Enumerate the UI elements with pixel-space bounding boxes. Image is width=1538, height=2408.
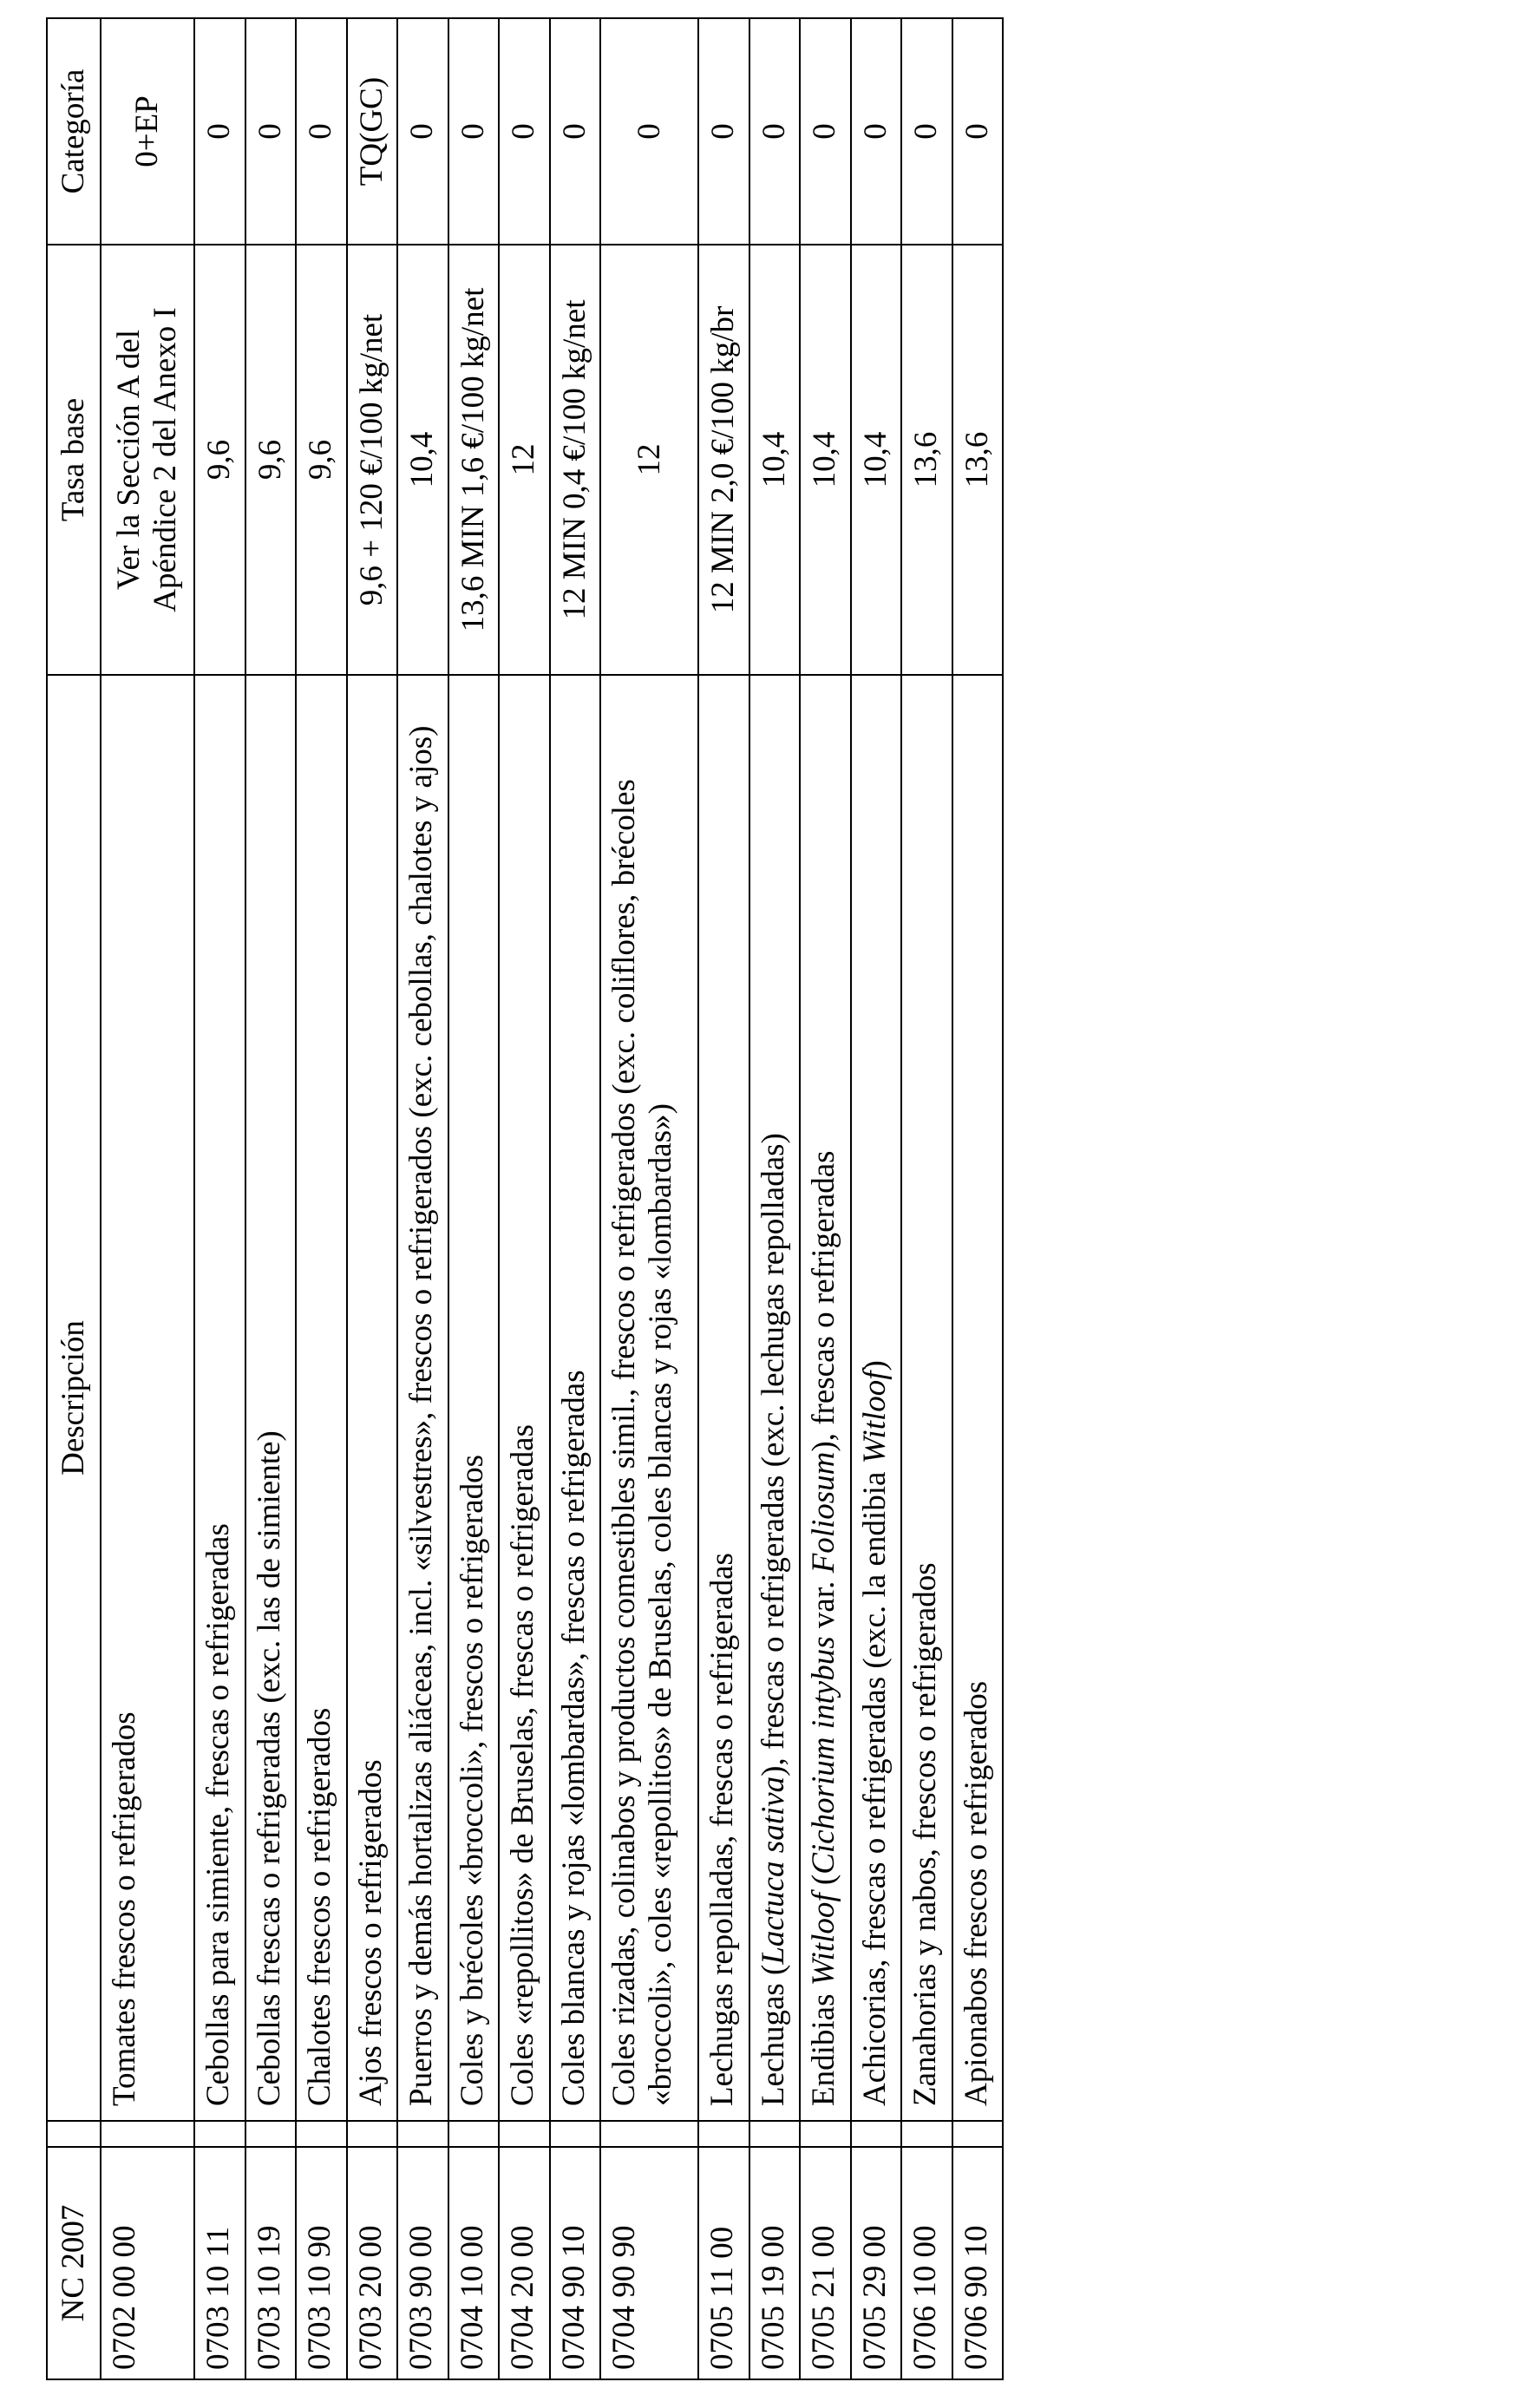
table-row: [600, 18, 698, 2379]
cell-nc: 0706 10 00: [901, 2147, 952, 2379]
cell-blank: [600, 2121, 698, 2147]
cell-categoria: 0: [901, 18, 952, 245]
cell-blank: [550, 2121, 601, 2147]
tariff-table: [46, 17, 1004, 2380]
description-text: Apionabos frescos o refrigerados: [958, 1680, 994, 2106]
cell-blank: [194, 2121, 245, 2147]
description-line: «broccoli», coles «repollitos» de Bruselas, coles blancas y rojas «lombardas»): [643, 1103, 678, 2106]
cell-blank: [499, 2121, 550, 2147]
table-row: [101, 18, 194, 2379]
cell-nc: 0703 10 90: [296, 2147, 347, 2379]
tasa-line: 10,4: [857, 431, 893, 488]
description-text: Lechugas (: [755, 1964, 791, 2106]
table-row: [851, 18, 902, 2379]
table-row: [296, 18, 347, 2379]
cell-nc: 0703 20 00: [347, 2147, 398, 2379]
description-text: Ajos frescos o refrigerados: [352, 1759, 389, 2106]
cell-categoria: 0: [749, 18, 801, 245]
description-text: Zanahorias y nabos, frescos o refrigerados: [907, 1562, 943, 2106]
rotated-table-container: [46, 19, 1002, 2380]
description-text: Cebollas frescas o refrigeradas (exc. las de simiente): [251, 1430, 287, 2106]
cell-nc: 0706 90 10: [952, 2147, 1004, 2379]
cell-nc: 0703 10 19: [245, 2147, 297, 2379]
cell-nc: 0703 90 00: [397, 2147, 448, 2379]
cell-nc: 0703 10 11: [194, 2147, 245, 2379]
cell-descripcion: [194, 675, 245, 2121]
cell-nc: 0705 11 00: [698, 2147, 749, 2379]
tasa-line: 9,6: [303, 439, 339, 481]
description-text: ), frescas o refrigeradas (exc. lechugas repolladas): [755, 1133, 791, 1777]
table-row: [800, 18, 851, 2379]
cell-blank: [800, 2121, 851, 2147]
table-row: [550, 18, 601, 2379]
description-text: Lechugas repolladas, frescas o refrigeradas: [704, 1553, 740, 2106]
description-italic-text: Foliosum: [806, 1451, 841, 1574]
cell-categoria: 0: [194, 18, 245, 245]
tasa-line: Ver la Sección A del: [111, 329, 147, 591]
cell-categoria: 0: [698, 18, 749, 245]
description-text: ), frescas o refrigeradas: [806, 1150, 841, 1452]
cell-descripcion: [550, 675, 601, 2121]
cell-categoria: 0: [600, 18, 698, 245]
description-italic-text: Witloof: [856, 1371, 893, 1464]
cell-tasa-base: [397, 245, 448, 675]
description-text: Puerros y demás hortalizas aliáceas, incl. «silvestres», frescos o refrigerados (exc. cebollas, chalotes y ajos): [403, 725, 439, 2106]
cell-categoria: TQ(GC): [347, 18, 398, 245]
table-row: [448, 18, 500, 2379]
tasa-line: 9,6: [201, 439, 238, 481]
table-row: [347, 18, 398, 2379]
cell-descripcion: [245, 675, 297, 2121]
cell-nc: 0704 90 10: [550, 2147, 601, 2379]
cell-categoria: 0: [499, 18, 550, 245]
cell-categoria: 0: [296, 18, 347, 245]
description-text: Cebollas para simiente, frescas o refrigeradas: [200, 1523, 236, 2106]
description-text: (: [806, 1874, 841, 1894]
cell-blank: [901, 2121, 952, 2147]
tasa-line: Apéndice 2 del Anexo I: [147, 307, 183, 612]
tasa-line: 10,4: [404, 431, 441, 488]
cell-blank: [952, 2121, 1004, 2147]
tasa-line: 12 MIN 0,4 €/100 kg/net: [556, 299, 592, 620]
cell-descripcion: [600, 675, 698, 2121]
table-row: [901, 18, 952, 2379]
cell-categoria: 0: [952, 18, 1004, 245]
tasa-line: 10,4: [807, 431, 843, 488]
cell-tasa-base: [499, 245, 550, 675]
cell-nc: 0704 20 00: [499, 2147, 550, 2379]
tasa-line: 13,6: [908, 431, 945, 488]
cell-tasa-base: [851, 245, 902, 675]
cell-nc: 0705 21 00: [800, 2147, 851, 2379]
header-categoria: Categoría: [47, 18, 101, 245]
cell-blank: [245, 2121, 297, 2147]
table-row: [698, 18, 749, 2379]
header-nc: NC 2007: [47, 2147, 101, 2379]
cell-blank: [397, 2121, 448, 2147]
cell-nc: 0705 29 00: [851, 2147, 902, 2379]
cell-blank: [448, 2121, 500, 2147]
description-text: Tomates frescos o refrigerados: [107, 1711, 142, 2106]
table-row: [245, 18, 297, 2379]
cell-tasa-base: [194, 245, 245, 675]
description-text: ): [856, 1360, 893, 1371]
description-text: Achicorias, frescas o refrigeradas (exc. la endibia: [856, 1463, 893, 2106]
table-row: [749, 18, 801, 2379]
header-tasa-base: Tasa base: [47, 245, 101, 675]
tasa-line: 9,6: [252, 439, 288, 481]
cell-blank: [698, 2121, 749, 2147]
header-descripcion: Descripción: [47, 675, 101, 2121]
cell-categoria: 0: [245, 18, 297, 245]
cell-tasa-base: [296, 245, 347, 675]
table-row: [194, 18, 245, 2379]
cell-tasa-base: [550, 245, 601, 675]
cell-tasa-base: [749, 245, 801, 675]
table-row: [952, 18, 1004, 2379]
cell-descripcion: [397, 675, 448, 2121]
description-text: Coles y brécoles «broccoli», frescos o refrigerados: [454, 1454, 490, 2106]
description-line: Coles rizadas, colinabos y productos comestibles simil., frescos o refrigerados (exc. coliflores, brécoles: [606, 779, 642, 2106]
cell-categoria: 0: [851, 18, 902, 245]
cell-tasa-base: [101, 245, 194, 675]
cell-blank: [296, 2121, 347, 2147]
cell-descripcion: [101, 675, 194, 2121]
cell-categoria: 0: [448, 18, 500, 245]
tasa-line: 13,6 MIN 1,6 €/100 kg/net: [455, 287, 491, 632]
table-row: [397, 18, 448, 2379]
tasa-line: 13,6: [959, 431, 995, 488]
cell-tasa-base: [952, 245, 1004, 675]
cell-descripcion: [952, 675, 1004, 2121]
cell-nc: 0702 00 00: [101, 2147, 194, 2379]
cell-tasa-base: [800, 245, 851, 675]
cell-descripcion: [800, 675, 851, 2121]
description-italic-text: Cichorium intybus: [806, 1636, 841, 1875]
description-text: Coles blancas y rojas «lombardas», frescas o refrigeradas: [555, 1370, 592, 2106]
cell-descripcion: [499, 675, 550, 2121]
cell-tasa-base: [448, 245, 500, 675]
tasa-line: 12 MIN 2,0 €/100 kg/br: [705, 305, 742, 614]
cell-categoria: 0: [550, 18, 601, 245]
cell-categoria: 0: [397, 18, 448, 245]
description-text: Coles «repollitos» de Bruselas, frescas o refrigeradas: [505, 1424, 540, 2106]
cell-categoria: 0: [800, 18, 851, 245]
cell-categoria: 0+EP: [101, 18, 194, 245]
table-header-row: [47, 18, 101, 2379]
cell-descripcion: [448, 675, 500, 2121]
description-italic-text: Lactuca sativa: [755, 1776, 791, 1965]
cell-blank: [101, 2121, 194, 2147]
tasa-line: 9,6 + 120 €/100 kg/net: [353, 313, 389, 606]
cell-descripcion: [749, 675, 801, 2121]
cell-tasa-base: [347, 245, 398, 675]
description-text: Endibias: [806, 1986, 841, 2106]
cell-tasa-base: [698, 245, 749, 675]
cell-blank: [347, 2121, 398, 2147]
description-text: var.: [806, 1573, 841, 1637]
cell-descripcion: [296, 675, 347, 2121]
cell-descripcion: [698, 675, 749, 2121]
cell-tasa-base: [901, 245, 952, 675]
cell-tasa-base: [245, 245, 297, 675]
cell-descripcion: [901, 675, 952, 2121]
table-row: [499, 18, 550, 2379]
cell-tasa-base: [600, 245, 698, 675]
tasa-line: 12: [506, 443, 542, 476]
description-italic-text: Witloof: [806, 1893, 841, 1986]
tasa-line: 12: [631, 443, 667, 476]
header-blank: [47, 2121, 101, 2147]
cell-blank: [749, 2121, 801, 2147]
cell-blank: [851, 2121, 902, 2147]
cell-descripcion: [851, 675, 902, 2121]
cell-descripcion: [347, 675, 398, 2121]
cell-nc: 0704 10 00: [448, 2147, 500, 2379]
cell-nc: 0704 90 90: [600, 2147, 698, 2379]
cell-nc: 0705 19 00: [749, 2147, 801, 2379]
tasa-line: 10,4: [756, 431, 792, 488]
description-text: Chalotes frescos o refrigerados: [302, 1707, 337, 2106]
